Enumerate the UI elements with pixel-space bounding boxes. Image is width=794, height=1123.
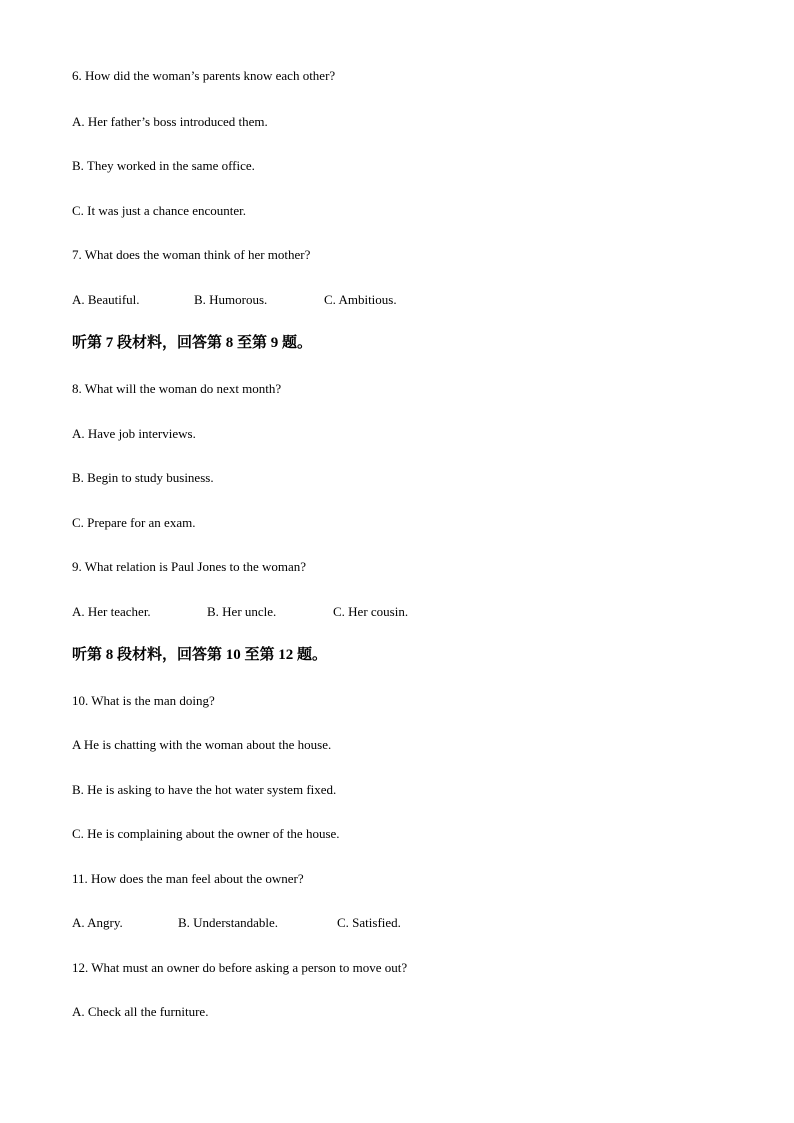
question-8-option-b: B. Begin to study business. <box>72 470 214 485</box>
question-7: 7. What does the woman think of her mother? <box>72 247 311 262</box>
question-8-option-c: C. Prepare for an exam. <box>72 515 196 530</box>
section-heading-7: 听第 7 段材料，回答第 8 至第 9 题。 <box>72 335 313 351</box>
question-9-option-b: B. Her uncle. <box>207 604 277 619</box>
question-10: 10. What is the man doing? <box>72 693 215 708</box>
question-6-option-b: B. They worked in the same office. <box>72 158 255 173</box>
question-7-option-b: B. Humorous. <box>194 292 268 307</box>
question-11-option-c: C. Satisfied. <box>337 915 401 930</box>
question-11-option-a: A. Angry. <box>72 915 123 930</box>
question-11: 11. How does the man feel about the owner? <box>72 871 304 886</box>
question-8: 8. What will the woman do next month? <box>72 381 282 396</box>
question-9-option-a: A. Her teacher. <box>72 604 151 619</box>
section-heading-8: 听第 8 段材料，回答第 10 至第 12 题。 <box>72 647 328 663</box>
question-8-option-a: A. Have job interviews. <box>72 426 196 441</box>
question-10-option-c: C. He is complaining about the owner of the house. <box>72 826 340 841</box>
question-9-option-c: C. Her cousin. <box>333 604 409 619</box>
question-9: 9. What relation is Paul Jones to the woman? <box>72 559 307 574</box>
question-10-option-b: B. He is asking to have the hot water system fixed. <box>72 782 337 797</box>
question-7-option-c: C. Ambitious. <box>324 292 397 307</box>
question-6: 6. How did the woman’s parents know each other? <box>72 68 336 83</box>
question-6-option-a: A. Her father’s boss introduced them. <box>72 114 268 129</box>
question-7-option-a: A. Beautiful. <box>72 292 140 307</box>
question-10-option-a: A He is chatting with the woman about the house. <box>72 737 332 752</box>
question-12: 12. What must an owner do before asking a person to move out? <box>72 960 408 975</box>
question-11-option-b: B. Understandable. <box>178 915 279 930</box>
question-6-option-c: C. It was just a chance encounter. <box>72 203 246 218</box>
question-12-option-a: A. Check all the furniture. <box>72 1004 209 1019</box>
